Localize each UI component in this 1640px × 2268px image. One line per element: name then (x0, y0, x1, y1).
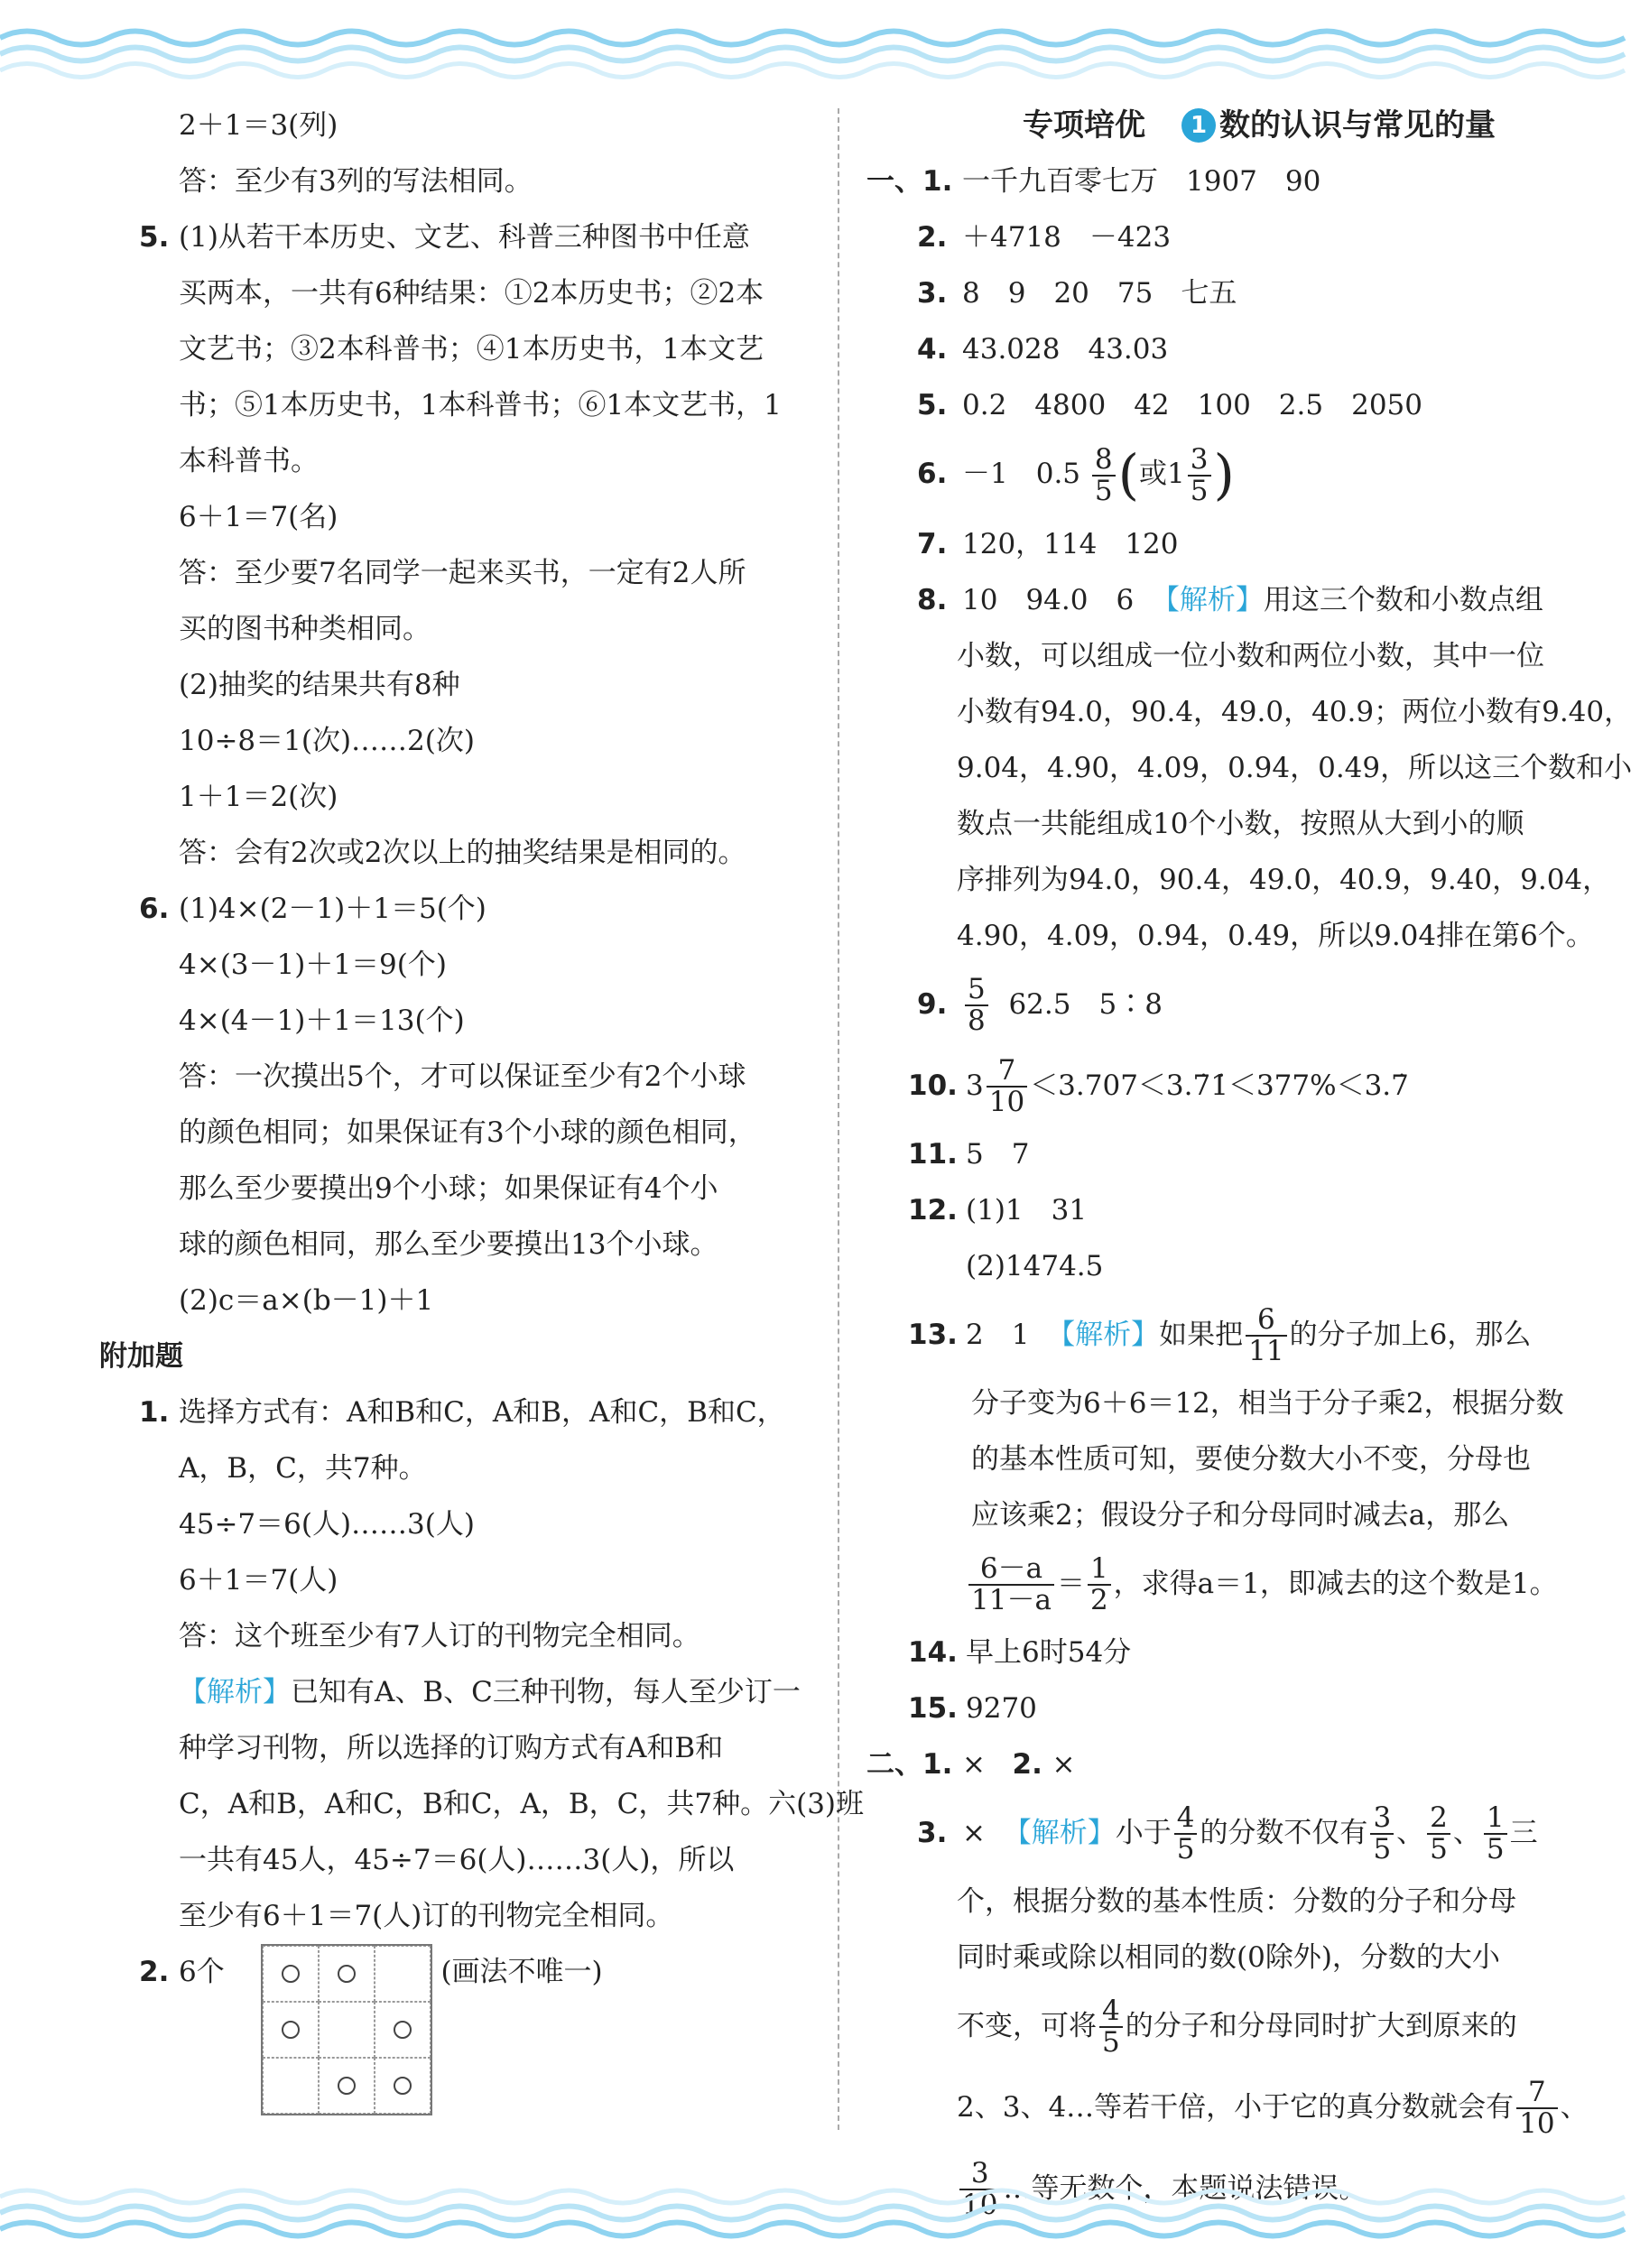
answer-line: 4×(3－1)＋1＝9(个) (179, 949, 447, 981)
right-column: 专项培优 1 数的认识与常见的量 一、1. 一千九百零七万 1907 90 2. ＋4718 －423 3. 8 9 20 75 七五 4. 43.028 43.03 5. 0.2 4800 42 100 2.5 2050 6. －1 0.5 $\frac{8}{5}$ (或1 $\frac{3}{5}$ ) 7. 120，114 120 8. 10 94.0 6 【解析】用这三个数和小数点组 小数，可以组成一位小数和两位小数，其中一位 小数有94.0，90.4，49.0，40.9；两位小数有9.40， 9.04，4.90，4.09，0.94，0.49，所以这三个数和小 数点一共能组成10个小数，按照从大到小的顺 序排列为94.0，90.4，49.0，40.9，9.40，9.04， 4.90，4.09，0.94，0.49，所以9.04排在第6个。 9. $\frac{5}{8}$ 62.5 5∶8 10. 3 $\frac{7}{10}$ ＜3.707＜3.7̇1̇＜377%＜3.7̇ 11. 5 7 12. (1)1 31 (2)1474.5 13. 2 1 【解析】如果把 $\frac{6}{11}$ 的分子加上6，那么 分子变为6＋6＝12，相当于分子乘2，根据分数 的基本性质可知，要使分数大小不变，分母也 应该乘2；假设分子和分母同时减去a，那么 $\frac{6-a}{11-a}$ ＝ $\frac{1}{2}$ ，求得a＝1，即减去的这个数是1。 14. 早上6时54分 15. 9270 二、1. × 2. × 3. × 【解析】小于 $\frac{4}{5}$ 的分数不仅有 $\frac{3}{5}$ 、 $\frac{2}{5}$ 、 $\frac{1}{5}$ 三 个，根据分数的基本性质：分数的分子和分母 同时乘或除以相同的数(0除外)，分数的大小 不变，可将 $\frac{4}{5}$ 的分子和分母同时扩大到原来的 2、3、4…等若干倍，小于它的真分数就会有 $\frac{7}{10}$ 、 $\frac{3}{10}$ …等无数个，本题说法错误。 (866, 97, 1598, 2229)
bottom-wave-border (0, 2184, 1640, 2247)
answer-line: 1＋1＝2(次) (179, 781, 338, 813)
answer-line: 序排列为94.0，90.4，49.0，40.9，9.40，9.04， (957, 863, 1611, 896)
answer-line: 答：会有2次或2次以上的抽奖结果是相同的。 (179, 837, 746, 869)
answer-line: 小数，可以组成一位小数和两位小数，其中一位 (957, 639, 1544, 672)
answer-text: 的分子和分母同时扩大到原来的 (1125, 2009, 1517, 2042)
answer-line: (2)1474.5 (966, 1249, 1104, 1282)
answer-text: 已知有A、B、C三种刊物，每人至少订一 (291, 1676, 801, 1708)
circle-mark (338, 2077, 356, 2095)
answer-text: 9270 (966, 1691, 1037, 1725)
answer-text: 120，114 120 (962, 527, 1179, 560)
answer-text: (1)1 31 (966, 1193, 1088, 1227)
question-number: 4. (917, 333, 948, 366)
section-number: 一、 (866, 165, 922, 198)
circle-mark (394, 2021, 412, 2039)
fraction: $\frac{4}{5}$ (1099, 1996, 1123, 2057)
answer-line: 买两本，一共有6种结果：①2本历史书；②2本 (179, 277, 764, 310)
answer-text: 、 (1560, 2090, 1589, 2124)
fraction: $\frac{7}{10}$ (1516, 2078, 1557, 2138)
question-number: 6. (917, 458, 948, 490)
circle-mark (282, 1965, 300, 1983)
answer-text: 早上6时54分 (966, 1635, 1132, 1669)
answer-text: 一千九百零七万 1907 90 (962, 165, 1321, 198)
answer-text: (1)从若干本历史、文艺、科普三种图书中任意 (179, 221, 750, 254)
answer-line: 答：这个班至少有7人订的刊物完全相同。 (179, 1620, 700, 1652)
question-number: 5. (917, 389, 948, 421)
drawing-note: (画法不唯一) (440, 1956, 603, 1988)
answer-text: 、 (1396, 1816, 1425, 1849)
answer-text: 43.028 43.03 (962, 333, 1169, 366)
answer-line: 10÷8＝1(次)……2(次) (179, 725, 475, 757)
question-number: 2. (1012, 1747, 1042, 1781)
page-title: 专项培优 1 数的认识与常见的量 (1023, 107, 1496, 143)
question-number: 14. (908, 1635, 958, 1669)
answer-line: 书；⑤1本历史书，1本科普书；⑥1本文艺书，1 (179, 389, 782, 421)
fraction: $\frac{5}{8}$ (965, 975, 988, 1035)
fraction: $\frac{3}{10}$ (959, 2159, 1000, 2219)
question-number: 12. (908, 1193, 958, 1227)
answer-line: 6＋1＝7(名) (179, 501, 338, 533)
analysis-tag: 【解析】 (1151, 583, 1264, 616)
answer-text: 三 (1509, 1816, 1538, 1849)
answer-line: 种学习刊物，所以选择的订购方式有A和B和 (179, 1732, 724, 1764)
answer-text: …等无数个，本题说法错误。 (1003, 2171, 1367, 2205)
answer-text: 小于 (1115, 1816, 1172, 1849)
answer-text: 2、3、4…等若干倍，小于它的真分数就会有 (957, 2090, 1515, 2124)
answer-line: 分子变为6＋6＝12，相当于分子乘2，根据分数 (971, 1386, 1564, 1420)
answer-line: (2)抽奖的结果共有8种 (179, 669, 460, 701)
question-number: 15. (908, 1691, 958, 1725)
answer-text: ＜3.707＜3.7̇1̇＜377%＜3.7̇ (1030, 1069, 1409, 1102)
answer-line: 2＋1＝3(列) (179, 109, 338, 142)
answer-text: × (962, 1816, 986, 1849)
answer-text: 8 9 20 75 七五 (962, 277, 1237, 310)
top-wave-border (0, 20, 1640, 83)
answer-text: 2 1 (966, 1318, 1030, 1351)
fraction: $\frac{1}{2}$ (1088, 1554, 1111, 1615)
answer-line: 答：至少要7名同学一起来买书，一定有2人所 (179, 557, 746, 589)
circle-mark (282, 2021, 300, 2039)
answer-text: 5 7 (966, 1137, 1030, 1171)
circle-mark (394, 2077, 412, 2095)
left-column (99, 97, 865, 2125)
answer-text: ＋4718 －423 (962, 221, 1172, 254)
answer-text: 的分子加上6，那么 (1289, 1318, 1532, 1351)
answer-line: 个，根据分数的基本性质：分数的分子和分母 (957, 1884, 1516, 1918)
answer-line: 一共有45人，45÷7＝6(人)……3(人)，所以 (179, 1844, 735, 1876)
question-number: 2. (139, 1956, 170, 1988)
question-number: 1. (922, 165, 953, 198)
question-number: 3. (917, 277, 948, 310)
answer-text: ＝ (1056, 1567, 1085, 1600)
question-number: 13. (908, 1318, 958, 1351)
answer-line: 至少有6＋1＝7(人)订的刊物完全相同。 (179, 1900, 674, 1932)
question-number: 3. (917, 1816, 948, 1849)
answer-line: 答：至少有3列的写法相同。 (179, 165, 533, 198)
answer-text: －1 0.5 (962, 458, 1081, 490)
answer-line: 买的图书种类相同。 (179, 613, 431, 645)
section-heading-extra: 附加题 (99, 1340, 183, 1373)
answer-line: A，B，C，共7种。 (179, 1452, 427, 1485)
answer-line: 那么至少要摸出9个小球；如果保证有4个小 (179, 1172, 718, 1205)
question-number: 1. (139, 1396, 170, 1429)
fraction: $\frac{7}{10}$ (987, 1056, 1027, 1116)
answer-line: 应该乘2；假设分子和分母同时减去a，那么 (971, 1498, 1510, 1532)
answer-line: 数点一共能组成10个小数，按照从大到小的顺 (957, 807, 1524, 840)
answer-line: 45÷7＝6(人)……3(人) (179, 1508, 475, 1541)
answer-line: 球的颜色相同，那么至少要摸出13个小球。 (179, 1228, 718, 1261)
answer-line: 的颜色相同；如果保证有3个小球的颜色相同， (179, 1116, 756, 1149)
answer-text: 3 (966, 1069, 984, 1102)
fraction: $\frac{3}{5}$ (1188, 445, 1211, 505)
answer-line: 答：一次摸出5个，才可以保证至少有2个小球 (179, 1060, 746, 1093)
answer-text: 选择方式有：A和B和C，A和B，A和C，B和C， (179, 1396, 785, 1429)
fraction: $\frac{1}{5}$ (1484, 1803, 1507, 1864)
answer-text: 用这三个数和小数点组 (1263, 583, 1543, 616)
fraction: $\frac{8}{5}$ (1092, 445, 1116, 505)
question-number: 8. (917, 583, 948, 616)
question-number: 11. (908, 1137, 958, 1171)
answer-line: 文艺书；③2本科普书；④1本历史书，1本文艺 (179, 333, 764, 366)
answer-text: 62.5 5∶8 (1008, 987, 1163, 1021)
analysis-tag: 【解析】 (179, 1676, 291, 1708)
answer-text: 0.2 4800 42 100 2.5 2050 (962, 389, 1423, 421)
question-number: 1. (922, 1747, 953, 1781)
circle-grid-diagram (261, 1944, 432, 2115)
answer-text: 10 94.0 6 (962, 583, 1135, 616)
question-number: 5. (139, 221, 170, 254)
answer-line: 9.04，4.90，4.09，0.94，0.49，所以这三个数和小 (957, 751, 1633, 784)
answer-text: 或1 (1139, 458, 1185, 490)
question-number: 2. (917, 221, 948, 254)
circle-mark (338, 1965, 356, 1983)
fraction: $\frac{6-a}{11-a}$ (968, 1554, 1054, 1615)
answer-line: 的基本性质可知，要使分数大小不变，分母也 (971, 1442, 1531, 1476)
answer-text: 6个 (179, 1956, 225, 1988)
answer-text: 的分数不仅有 (1200, 1816, 1368, 1849)
analysis-tag: 【解析】 (1003, 1816, 1116, 1849)
answer-line: 小数有94.0，90.4，49.0，40.9；两位小数有9.40， (957, 695, 1633, 728)
answer-line: C，A和B，A和C，B和C，A，B，C，共7种。六(3)班 (179, 1788, 865, 1820)
answer-text: × (1052, 1747, 1076, 1781)
answer-line: 4×(4－1)＋1＝13(个) (179, 1004, 465, 1037)
answer-text: ，求得a＝1，即减去的这个数是1。 (1113, 1567, 1558, 1600)
question-number: 7. (917, 527, 948, 560)
answer-line: 4.90，4.09，0.94，0.49，所以9.04排在第6个。 (957, 919, 1594, 952)
question-number: 10. (908, 1069, 958, 1102)
answer-text: × (962, 1747, 986, 1781)
answer-line: 同时乘或除以相同的数(0除外)，分数的大小 (957, 1940, 1500, 1974)
answer-text: 如果把 (1159, 1318, 1244, 1351)
question-number: 9. (917, 987, 948, 1021)
answer-text: (1)4×(2－1)＋1＝5(个) (179, 893, 486, 925)
question-number: 6. (139, 893, 170, 925)
fraction: $\frac{6}{11}$ (1246, 1305, 1286, 1365)
answer-line: (2)c＝a×(b－1)＋1 (179, 1284, 434, 1317)
topic-number-badge: 1 (1181, 108, 1216, 143)
analysis-tag: 【解析】 (1047, 1318, 1160, 1351)
fraction: $\frac{4}{5}$ (1174, 1803, 1198, 1864)
answer-line: 本科普书。 (179, 445, 319, 477)
fraction: $\frac{2}{5}$ (1427, 1803, 1450, 1864)
fraction: $\frac{3}{5}$ (1370, 1803, 1394, 1864)
answer-text: 不变，可将 (957, 2009, 1097, 2042)
section-number: 二、 (866, 1747, 922, 1781)
answer-line: 6＋1＝7(人) (179, 1564, 338, 1597)
answer-text: 、 (1452, 1816, 1481, 1849)
